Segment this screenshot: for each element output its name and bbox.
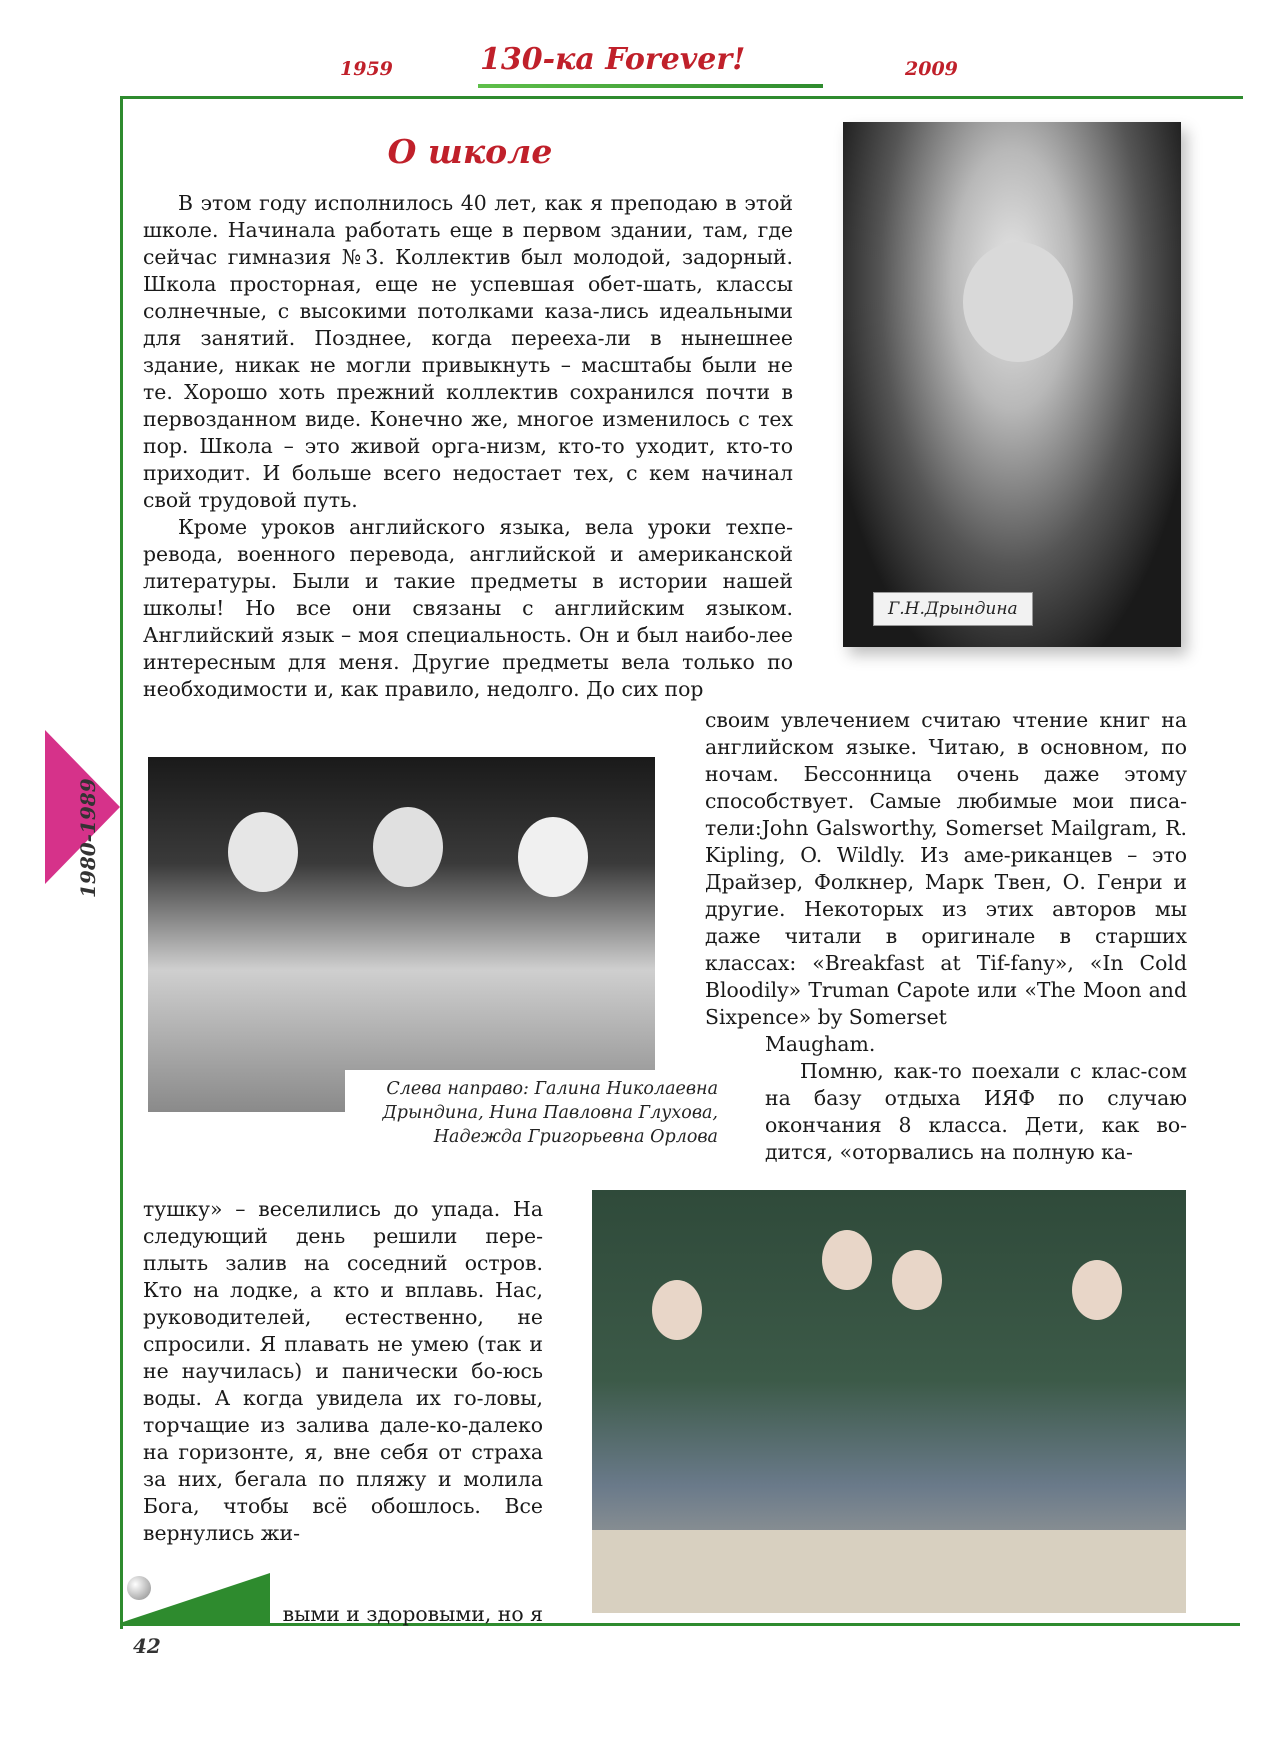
paragraph-1: В этом году исполнилось 40 лет, как я преподаю в этой школе. Начинала работать еще в первом здании, там, где сейчас гимназия №3. Коллектив был молодой, задорный. Школа просторная, еще не успевшая обет-шать, классы солнечные, с высокими потолками каза-лись идеальными для занятий. Позднее, когда перееха-ли в нынешнее здание, никак не могли привыкнуть – масштабы были не те. Хорошо хоть прежний коллектив сохранился почти в первозданном виде. Конечно же, многое изменилось с тех пор. Школа – это живой орга-низм, кто-то уходит, кто-то приходит. И больше всего недостает тех, с кем начинал свой трудовой путь. [143,191,793,512]
paragraph-5: тушку» – веселились до упада. На следующий день решили пере-плыть залив на соседний остров. Кто на лодке, а кто и вплавь. Нас, руководителей, естественно, не спросили. Я плавать не умею (так и не научилась) и панически бо-юсь воды. А когда увидела их го-ловы, торчащие из залива дале-ко-далеко на горизонте, я, вне себя от страха за них, бегала по пляжу и молила Бога, чтобы всё обошлось. Все вернулись жи- [143,1197,543,1545]
student-face [892,1250,942,1310]
student-face [822,1230,872,1290]
page-number: 42 [133,1634,161,1658]
class-photo [592,1190,1186,1613]
article-text-right-2 [765,1031,1187,1166]
paragraph-2: Кроме уроков английского языка, вела уроки техпе-ревода, военного перевода, английской и американской литературы. Были и такие предметы в истории нашей школы! Но все они связаны с английским языком. Английский язык – моя специальность. Он и был наибо-лее интересным для меня. Другие предметы вела только по необходимости и, как правило, недолго. До сих пор [143,515,793,701]
student-face [1072,1260,1122,1320]
article-title: О школе [387,132,553,171]
teacher-face-1 [228,812,298,892]
group-photo-teachers [148,757,655,1112]
header-year-left: 1959 [340,58,393,80]
portrait-caption: Г.Н.Дрындина [873,592,1033,626]
decade-side-label: 1980-1989 [76,778,100,898]
article-text-top [143,190,793,703]
article-text-right [705,707,1187,1031]
portrait-face [963,242,1073,362]
group-caption-line-1: Слева направо: Галина Николаевна [386,1079,718,1099]
header-logo: 130-ка Forever! [480,42,746,77]
teacher-face-2 [373,807,443,887]
group-photo-caption [340,1077,718,1149]
article-text-bottom [143,1196,543,1547]
group-caption-line-3: Надежда Григорьевна Орлова [433,1127,718,1147]
portrait-photo [843,122,1181,647]
corner-ball-icon [127,1576,151,1600]
group-caption-line-2: Дрындина, Нина Павловна Глухова, [382,1103,718,1123]
paragraph-3-end: Maugham. [765,1032,876,1056]
paragraph-3: своим увлечением считаю чтение книг на английском языке. Читаю, в основном, по ночам. Бессонница очень даже этому способствует. Самые любимые мои писа-тели:John Galsworthy, Somerset Mailgram, R. Kipling, O. Wildly. Из аме-риканцев – это Драйзер, Фолкнер, Марк Твен, О. Генри и другие. Некоторых из этих авторов мы даже читали в оригинале в старших классах: «Breakfast at Tif-fany», «In Cold Bloodily» Truman Capote или «The Moon and Sixpence» by Somerset [705,708,1187,1029]
class-table [592,1530,1186,1613]
header-year-right: 2009 [905,58,958,80]
paragraph-4: Помню, как-то поехали с клас-сом на базу отдыха ИЯФ по случаю окончания 8 класса. Дети, как во-дится, «оторвались на полную ка- [765,1059,1187,1164]
student-face [652,1280,702,1340]
teacher-face-3 [518,817,588,897]
header-underline [478,84,823,88]
paragraph-5-end: выми и здоровыми, но я [282,1602,543,1626]
